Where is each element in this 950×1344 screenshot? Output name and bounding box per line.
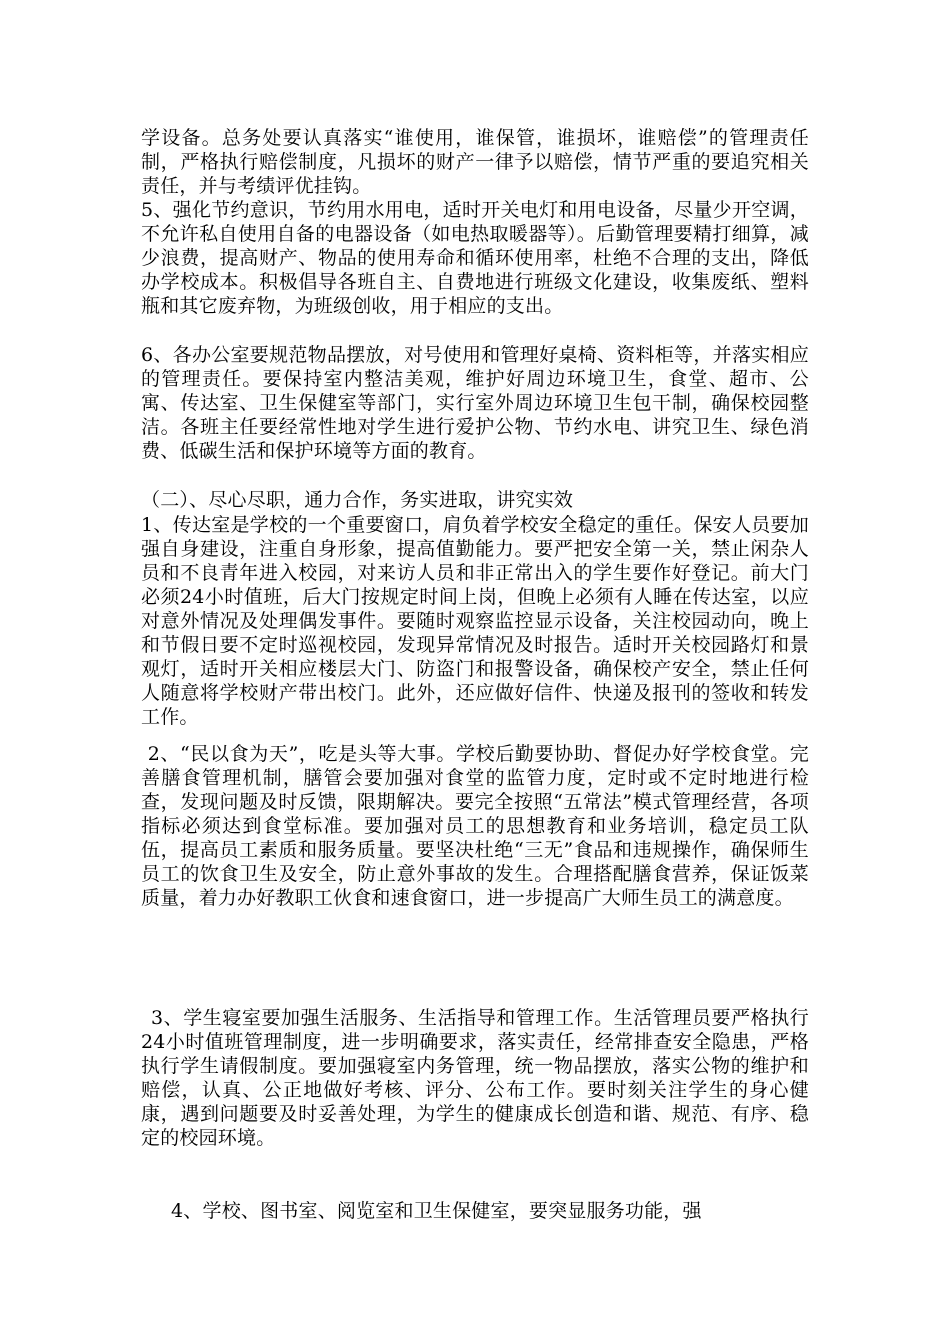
paragraph-item-5-saving: 5、强化节约意识，节约用水用电，适时开关电灯和用电设备，尽量少开空调，不允许私自使用自备的电器设备（如电热取暖器等）。后勤管理要精打细算，减少浪费，提高财产、物品的使用寿命和循环使用率，杜绝不合理的支出，降低办学校成本。积极倡导各班自主、自费地进行班级文化建设，收集废纸、塑料瓶和其它废弃物，为班级创收，用于相应的支出。 <box>141 199 809 317</box>
paragraph-equipment-responsibility: 学设备。总务处要认真落实“谁使用，谁保管，谁损坏，谁赔偿”的管理责任制，严格执行赔偿制度，凡损坏的财产一律予以赔偿，情节严重的要追究相关责任，并与考绩评优挂钩。 <box>141 127 809 197</box>
paragraph-item-2-canteen: 2、“民以食为天”，吃是头等大事。学校后勤要协助、督促办好学校食堂。完善膳食管理机制，膳管会要加强对食堂的监管力度，定时或不定时地进行检查，发现问题及时反馈，限期解决。要完全按照“五常法”模式管理经营，各项指标必须达到食堂标准。要加强对员工的思想教育和业务培训，稳定员工队伍，提高员工素质和服务质量。要坚决杜绝“三无”食品和违规操作，确保师生员工的饮食卫生及安全，防止意外事故的发生。合理搭配膳食营养，保证饭菜质量，着力办好教职工伙食和速食窗口，进一步提高广大师生员工的满意度。 <box>141 743 809 909</box>
paragraph-item-3-dormitory: 3、学生寝室要加强生活服务、生活指导和管理工作。生活管理员要严格执行24小时值班管理制度，进一步明确要求，落实责任，经常排查安全隐患，严格执行学生请假制度。要加强寝室内务管理，统一物品摆放，落实公物的维护和赔偿，认真、公正地做好考核、评分、公布工作。要时刻关注学生的身心健康，遇到问题要及时妥善处理，为学生的健康成长创造和谐、规范、有序、稳定的校园环境。 <box>141 1007 809 1149</box>
paragraph-item-6-office: 6、各办公室要规范物品摆放，对号使用和管理好桌椅、资料柜等，并落实相应的管理责任。要保持室内整洁美观，维护好周边环境卫生，食堂、超市、公寓、传达室、卫生保健室等部门，实行室外周边环境卫生包干制，确保校园整洁。各班主任要经常性地对学生进行爱护公物、节约水电、讲究卫生、绿色消费、低碳生活和保护环境等方面的教育。 <box>141 344 809 462</box>
paragraph-item-1-reception: 1、传达室是学校的一个重要窗口，肩负着学校安全稳定的重任。保安人员要加强自身建设，注重自身形象，提高值勤能力。要严把安全第一关，禁止闲杂人员和不良青年进入校园，对来访人员和非正常出入的学生要作好登记。前大门必须24小时值班，后大门按规定时间上岗，但晚上必须有人睡在传达室，以应对意外情况及处理偶发事件。要随时观察监控显示设备，关注校园动向，晚上和节假日要不定时巡视校园，发现异常情况及时报告。适时开关校园路灯和景观灯，适时开关相应楼层大门、防盗门和报警设备，确保校产安全，禁止任何人随意将学校财产带出校门。此外，还应做好信件、快递及报刊的签收和转发工作。 <box>141 514 809 728</box>
section-heading-2: （二）、尽心尽职，通力合作，务实进取，讲究实效 <box>141 489 574 511</box>
paragraph-item-4-library: 4、学校、图书室、阅览室和卫生保健室，要突显服务功能，强 <box>171 1200 702 1222</box>
